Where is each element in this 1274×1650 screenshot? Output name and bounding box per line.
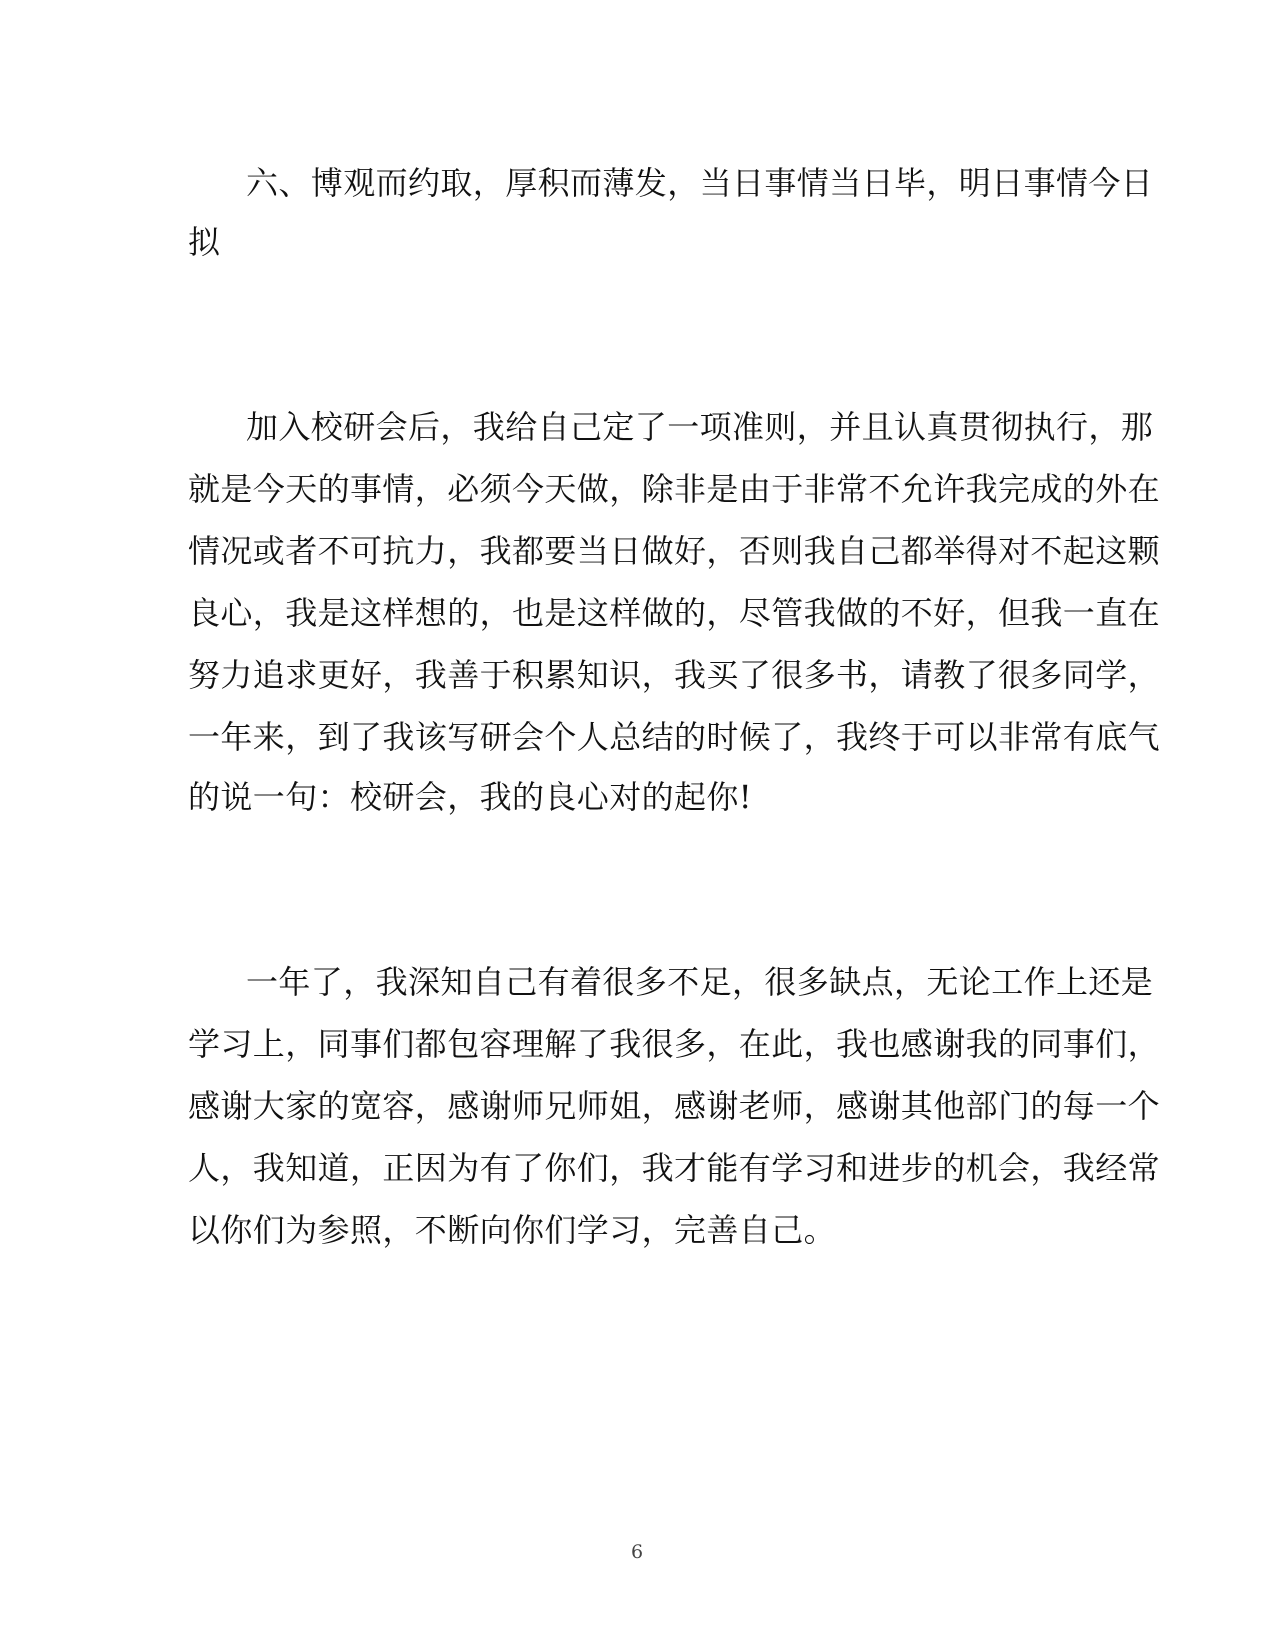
paragraph-1-line-7: 的说一句：校研会，我的良心对的起你! bbox=[188, 778, 753, 816]
paragraph-1-line-6: 一年来，到了我该写研会个人总结的时候了，我终于可以非常有底气 bbox=[188, 718, 1161, 756]
paragraph-1-line-4: 良心，我是这样想的，也是这样做的，尽管我做的不好，但我一直在 bbox=[188, 594, 1161, 632]
section-heading-line-1: 六、博观而约取，厚积而薄发，当日事情当日毕，明日事情今日 bbox=[246, 164, 1154, 202]
paragraph-1-line-5: 努力追求更好，我善于积累知识，我买了很多书，请教了很多同学， bbox=[188, 656, 1161, 694]
paragraph-2-line-4: 人，我知道，正因为有了你们，我才能有学习和进步的机会，我经常 bbox=[188, 1149, 1161, 1187]
section-heading-line-2: 拟 bbox=[188, 223, 221, 261]
paragraph-2-line-2: 学习上，同事们都包容理解了我很多，在此，我也感谢我的同事们， bbox=[188, 1025, 1161, 1063]
paragraph-1-line-2: 就是今天的事情，必须今天做，除非是由于非常不允许我完成的外在 bbox=[188, 470, 1161, 508]
paragraph-1-line-1: 加入校研会后，我给自己定了一项准则，并且认真贯彻执行，那 bbox=[246, 408, 1154, 446]
paragraph-2-line-1: 一年了，我深知自己有着很多不足，很多缺点，无论工作上还是 bbox=[246, 963, 1154, 1001]
paragraph-1-line-3: 情况或者不可抗力，我都要当日做好，否则我自己都举得对不起这颗 bbox=[188, 532, 1161, 570]
paragraph-2-line-5: 以你们为参照，不断向你们学习，完善自己。 bbox=[188, 1211, 837, 1249]
paragraph-2-line-3: 感谢大家的宽容，感谢师兄师姐，感谢老师，感谢其他部门的每一个 bbox=[188, 1087, 1161, 1125]
page-number: 6 bbox=[630, 1541, 644, 1563]
